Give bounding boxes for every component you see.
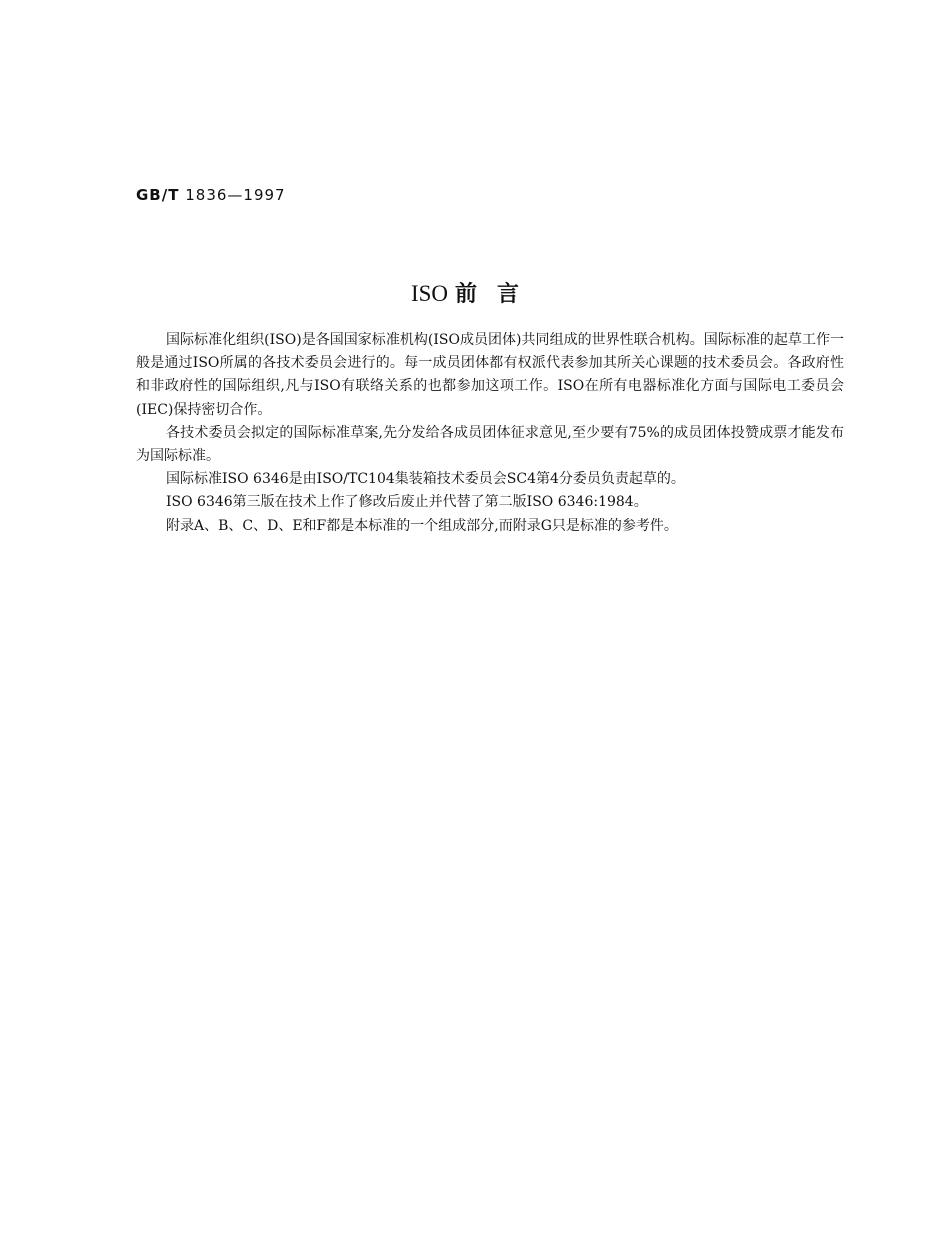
- paragraph-drafting-committee: 国际标准ISO 6346是由ISO/TC104集装箱技术委员会SC4第4分委员负责起草的。: [166, 471, 685, 488]
- title-cjk: 前言: [455, 282, 540, 307]
- standard-number: 1836—1997: [185, 186, 286, 204]
- foreword-body: [136, 329, 844, 538]
- standard-code: [136, 186, 286, 204]
- title-latin: ISO: [410, 281, 449, 306]
- section-title: [0, 277, 950, 308]
- paragraph-annexes: 附录A、B、C、D、E和F都是本标准的一个组成部分,而附录G只是标准的参考件。: [166, 517, 678, 534]
- standard-prefix: GB/T: [136, 186, 180, 204]
- paragraph-draft-approval: 各技术委员会拟定的国际标准草案,先分发给各成员团体征求意见,至少要有75%的成员团体投赞成票才能发布为国际标准。: [136, 424, 844, 465]
- paragraph-edition-info: ISO 6346第三版在技术上作了修改后废止并代替了第二版ISO 6346:1984。: [166, 494, 648, 511]
- paragraph-iso-organization: 国际标准化组织(ISO)是各国国家标准机构(ISO成员团体)共同组成的世界性联合机构。国际标准的起草工作一般是通过ISO所属的各技术委员会进行的。每一成员团体都有权派代表参加其所关心课题的技术委员会。各政府性和非政府性的国际组织,凡与ISO有联络关系的也都参加这项工作。ISO在所有电器标准化方面与国际电工委员会(IEC)保持密切合作。: [136, 332, 844, 418]
